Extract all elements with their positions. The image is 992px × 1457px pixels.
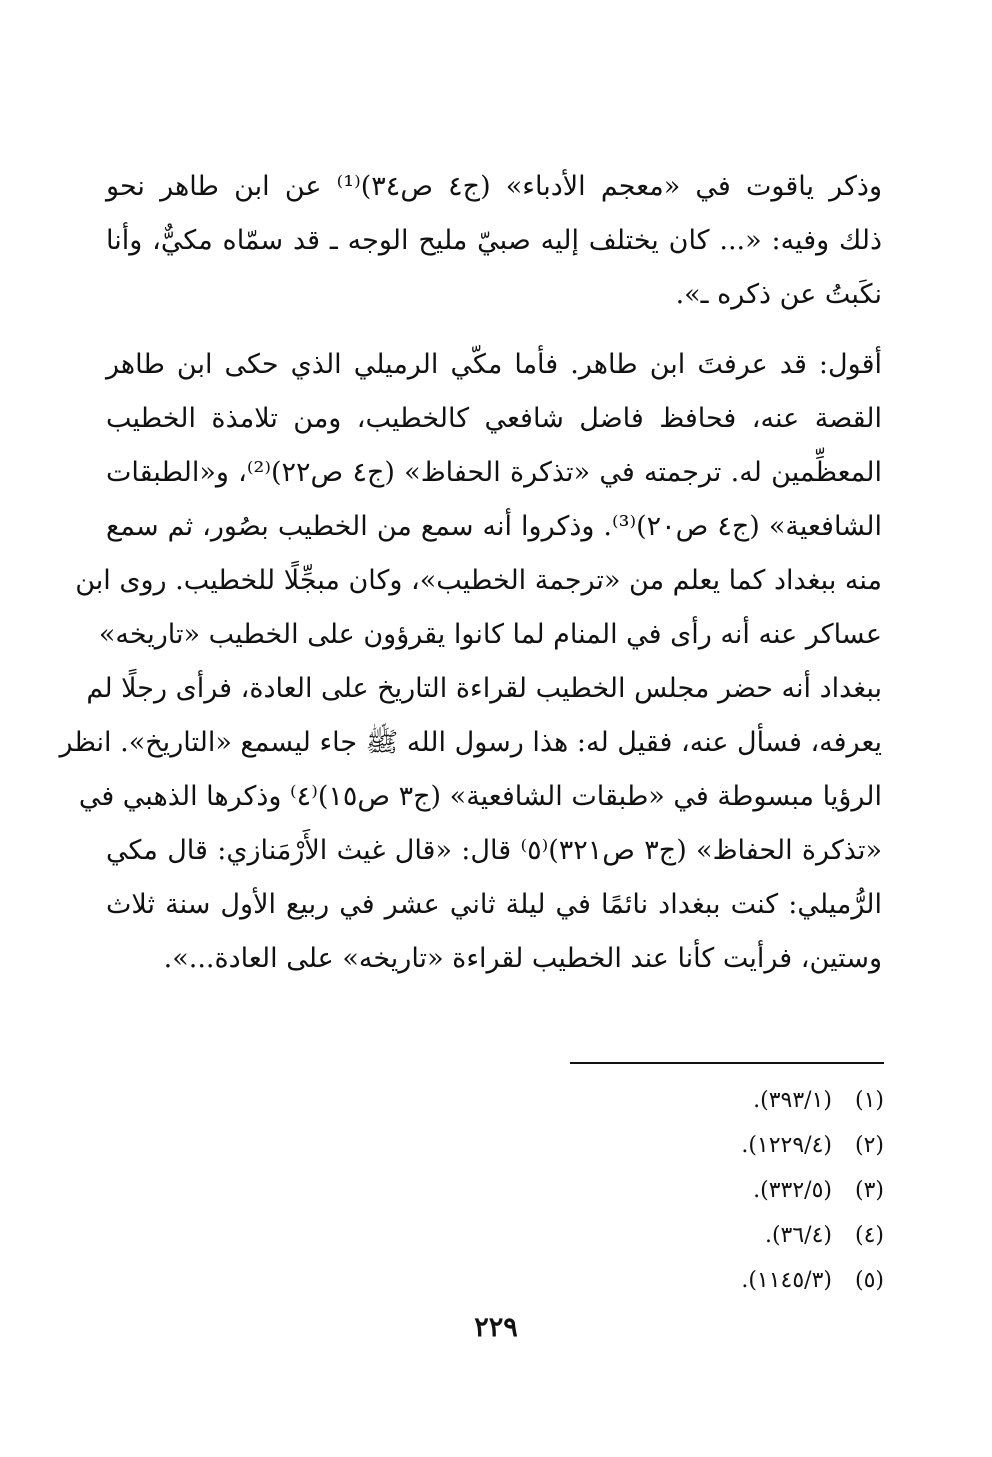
- text-line: وستين، فرأيت كأنا عند الخطيب لقراءة «تاريخه» على العادة...».: [163, 943, 882, 974]
- footnote-number: (٤): [854, 1223, 884, 1248]
- text-line: ببغداد أنه حضر مجلس الخطيب لقراءة التاريخ على العادة، فرأى رجلًا لم: [86, 673, 882, 704]
- text-line: منه ببغداد كما يعلم من «ترجمة الخطيب»، وكان مبجِّلًا للخطيب. روى ابن: [75, 565, 882, 596]
- footnote-item: [464, 1078, 884, 1123]
- text-line: الشافعية» (ج٤ ص٢٠)⁽³⁾. وذكروا أنه سمع من الخطيب بصُور، ثم سمع: [106, 511, 882, 542]
- footnote-divider: [570, 1062, 884, 1064]
- text-line: ذلك وفيه: «... كان يختلف إليه صبيّ مليح الوجه ـ قد سمّاه مكيٌّ، وأنا: [106, 225, 882, 256]
- footnote-number: (٥): [854, 1268, 884, 1293]
- footnote-number: (١): [854, 1088, 884, 1113]
- footnote-text: (١١٤٥/٣).: [741, 1268, 832, 1293]
- footnote-text: (٣٣٢/٥).: [753, 1178, 832, 1203]
- footnote-item: [464, 1123, 884, 1168]
- text-line: يعرفه، فسأل عنه، فقيل له: هذا رسول الله ﷺ جاء ليسمع «التاريخ». انظر: [59, 727, 882, 758]
- footnote-number: (٢): [854, 1133, 884, 1158]
- text-line: عساكر عنه أنه رأى في المنام لما كانوا يقرؤون على الخطيب «تاريخه»: [98, 619, 882, 650]
- text-line: الرؤيا مبسوطة في «طبقات الشافعية» (ج٣ ص١٥)⁽٤⁾ وذكرها الذهبي في: [78, 781, 882, 812]
- text-line: القصة عنه، فحافظ فاضل شافعي كالخطيب، ومن تلامذة الخطيب: [106, 403, 882, 434]
- page-number: ٢٢٩: [474, 1312, 518, 1343]
- paragraph-yaqut-quote: [106, 160, 882, 322]
- text-line: أقول: قد عرفتَ ابن طاهر. فأما مكّي الرميلي الذي حكى ابن طاهر: [106, 349, 882, 380]
- text-line: «تذكرة الحفاظ» (ج٣ ص٣٢١)⁽٥⁾ قال: «قال غيث الأَرْمَنازي: قال مكي: [106, 835, 883, 866]
- paragraph-makki-rumayli: [59, 338, 883, 986]
- text-line: المعظِّمين له. ترجمته في «تذكرة الحفاظ» (ج٤ ص٢٢)⁽²⁾، و«الطبقات: [106, 457, 882, 488]
- footnote-item: [464, 1258, 884, 1303]
- text-line: وذكر ياقوت في «معجم الأدباء» (ج٤ ص٣٤)⁽¹⁾ عن ابن طاهر نحو: [106, 171, 882, 202]
- footnote-item: [464, 1168, 884, 1213]
- text-line: نكَبتُ عن ذكره ـ».: [675, 279, 882, 310]
- footnote-item: [464, 1213, 884, 1258]
- footnote-number: (٣): [854, 1178, 884, 1203]
- footnote-text: (١٢٢٩/٤).: [741, 1133, 832, 1158]
- footnote-text: (٣٩٣/١).: [753, 1088, 832, 1113]
- footnote-text: (٣٦/٤).: [764, 1223, 832, 1248]
- footnotes: [464, 1078, 884, 1303]
- text-line: الرُّميلي: كنت ببغداد نائمًا في ليلة ثاني عشر في ربيع الأول سنة ثلاث: [106, 889, 882, 920]
